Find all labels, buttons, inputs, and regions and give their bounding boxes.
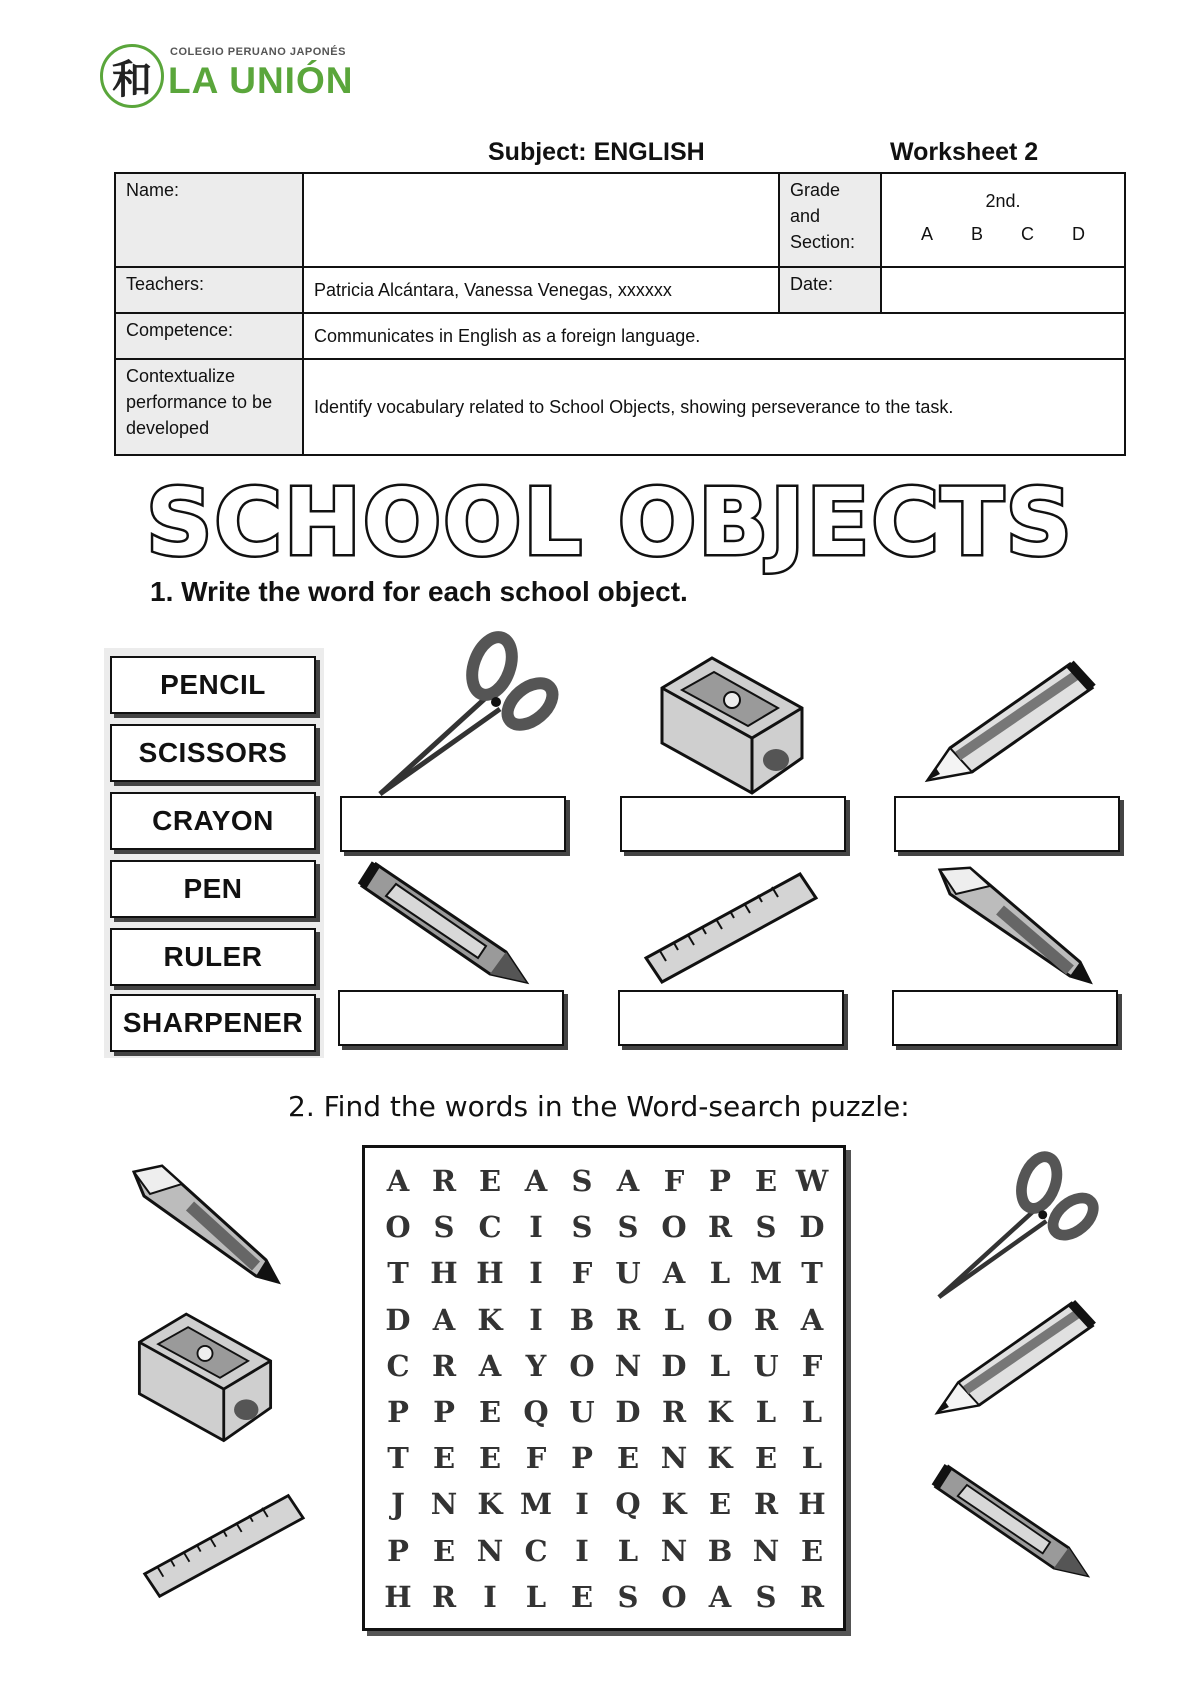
grid-letter[interactable]: I — [575, 1487, 589, 1522]
worksheet-title — [146, 466, 1074, 576]
crayon-icon — [356, 856, 540, 990]
context-value: Identify vocabulary related to School Objects, showing perseverance to the task. — [303, 359, 1125, 455]
grid-letter[interactable]: R — [753, 1302, 779, 1337]
section-options — [892, 224, 1114, 245]
grid-letter[interactable]: R — [431, 1164, 457, 1199]
grid-letter[interactable]: L — [801, 1441, 823, 1476]
grid-letter[interactable]: L — [617, 1533, 639, 1568]
grid-letter[interactable]: F — [525, 1441, 547, 1476]
student-info-table — [114, 172, 1126, 456]
grid-letter[interactable]: E — [478, 1395, 502, 1430]
grid-letter[interactable]: T — [387, 1256, 409, 1291]
grid-letter[interactable]: E — [616, 1441, 640, 1476]
grid-letter[interactable]: L — [755, 1395, 777, 1430]
grid-letter[interactable]: A — [800, 1302, 824, 1337]
grid-letter[interactable]: H — [384, 1579, 412, 1614]
scissors-icon — [370, 634, 560, 804]
grid-letter[interactable]: P — [387, 1533, 409, 1568]
grid-letter[interactable]: J — [391, 1487, 405, 1522]
grid-letter[interactable]: S — [755, 1210, 777, 1245]
grid-letter[interactable]: L — [709, 1348, 731, 1383]
grid-letter[interactable]: E — [754, 1441, 778, 1476]
answer-box[interactable] — [620, 796, 846, 852]
crayon-icon — [930, 1456, 1100, 1586]
pencil-icon — [920, 656, 1100, 786]
context-label: Contextualize performance to be developed — [115, 359, 303, 455]
grid-letter[interactable]: E — [478, 1164, 502, 1199]
word-search-puzzle — [362, 1145, 846, 1631]
name-field[interactable] — [303, 173, 779, 267]
section-option[interactable]: B — [970, 224, 983, 244]
grid-letter[interactable]: A — [616, 1164, 640, 1199]
grid-letter[interactable]: H — [476, 1256, 504, 1291]
grid-letter[interactable]: A — [432, 1302, 456, 1337]
grid-letter[interactable]: D — [615, 1395, 641, 1430]
grid-letter[interactable]: R — [707, 1210, 733, 1245]
worksheet-number: Worksheet 2 — [890, 138, 1039, 166]
grid-letter[interactable]: A — [478, 1348, 502, 1383]
grid-letter[interactable]: A — [662, 1256, 686, 1291]
word-card: SHARPENER — [110, 994, 316, 1052]
task2-instruction: 2. Find the words in the Word-search puzzle: — [288, 1090, 910, 1123]
grid-letter[interactable]: R — [615, 1302, 641, 1337]
grid-letter[interactable]: U — [569, 1395, 595, 1430]
grid-letter[interactable]: L — [709, 1256, 731, 1291]
grid-letter[interactable]: Y — [525, 1348, 547, 1383]
grid-letter[interactable]: E — [432, 1441, 456, 1476]
grid-letter[interactable]: C — [478, 1210, 502, 1245]
logo-subtitle: COLEGIO PERUANO JAPONÉS — [170, 46, 346, 58]
grid-letter[interactable]: R — [753, 1487, 779, 1522]
ruler-icon — [138, 1490, 308, 1600]
grid-letter[interactable]: T — [387, 1441, 409, 1476]
grid-letter[interactable]: R — [431, 1579, 457, 1614]
section-option[interactable]: D — [1071, 224, 1085, 244]
grid-letter[interactable]: O — [661, 1210, 687, 1245]
sharpener-icon — [652, 648, 812, 798]
grid-letter[interactable]: E — [708, 1487, 732, 1522]
grid-letter[interactable]: D — [385, 1302, 411, 1337]
grid-letter[interactable]: H — [798, 1487, 826, 1522]
grid-letter[interactable]: K — [707, 1395, 733, 1430]
grid-letter[interactable]: A — [386, 1164, 410, 1199]
grid-letter[interactable]: M — [749, 1256, 783, 1291]
grid-letter[interactable]: W — [795, 1164, 829, 1199]
sharpener-icon — [130, 1300, 280, 1450]
grid-letter[interactable]: E — [754, 1164, 778, 1199]
grade-cell — [881, 173, 1125, 267]
grid-letter[interactable]: R — [431, 1348, 457, 1383]
grid-letter[interactable]: O — [707, 1302, 733, 1337]
grid-letter[interactable]: I — [529, 1210, 543, 1245]
grid-letter[interactable]: L — [525, 1579, 547, 1614]
logo-title: LA UNIÓN — [168, 60, 354, 101]
grid-letter[interactable]: I — [529, 1256, 543, 1291]
logo-emblem: 和 — [100, 44, 164, 108]
grid-letter[interactable]: K — [707, 1441, 733, 1476]
grid-letter[interactable]: B — [707, 1533, 733, 1568]
grid-letter[interactable]: E — [432, 1533, 456, 1568]
grid-letter[interactable]: N — [614, 1348, 642, 1383]
school-logo — [100, 40, 360, 114]
grid-letter[interactable]: R — [799, 1579, 825, 1614]
grid-letter[interactable]: R — [661, 1395, 687, 1430]
grid-letter[interactable]: F — [801, 1348, 823, 1383]
grid-letter[interactable]: Q — [523, 1395, 549, 1430]
grid-letter[interactable]: S — [433, 1210, 455, 1245]
grid-letter[interactable]: B — [569, 1302, 595, 1337]
grid-letter[interactable]: D — [799, 1210, 825, 1245]
grid-letter[interactable]: S — [755, 1579, 777, 1614]
word-card: SCISSORS — [110, 724, 316, 782]
grid-letter[interactable]: P — [571, 1441, 593, 1476]
pencil-icon — [930, 1292, 1100, 1422]
date-label: Date: — [779, 267, 881, 313]
grid-letter[interactable]: N — [430, 1487, 458, 1522]
ruler-icon — [640, 868, 820, 986]
grid-letter[interactable]: S — [571, 1164, 593, 1199]
grid-letter[interactable]: N — [660, 1441, 688, 1476]
word-card: PENCIL — [110, 656, 316, 714]
answer-box[interactable] — [892, 990, 1118, 1046]
grid-letter[interactable]: E — [800, 1533, 824, 1568]
grid-letter[interactable]: S — [617, 1579, 639, 1614]
date-field[interactable] — [881, 267, 1125, 313]
grid-letter[interactable]: P — [387, 1395, 409, 1430]
scissors-icon — [930, 1150, 1100, 1310]
grid-letter[interactable]: N — [752, 1533, 780, 1568]
grid-letter[interactable]: T — [801, 1256, 823, 1291]
grid-letter[interactable]: I — [529, 1302, 543, 1337]
competence-label: Competence: — [115, 313, 303, 359]
teachers-label: Teachers: — [115, 267, 303, 313]
grid-letter[interactable]: F — [571, 1256, 593, 1291]
grid-letter[interactable]: K — [477, 1487, 503, 1522]
section-option[interactable]: C — [1020, 224, 1034, 244]
answer-box[interactable] — [894, 796, 1120, 852]
answer-box[interactable] — [340, 796, 566, 852]
grade-label: Grade and Section: — [779, 173, 881, 267]
grid-letter[interactable]: E — [478, 1441, 502, 1476]
title-text: SCHOOL OBJECTS — [146, 469, 1074, 576]
grid-letter[interactable]: M — [519, 1487, 553, 1522]
word-search-grid — [375, 1158, 835, 1620]
word-card: RULER — [110, 928, 316, 986]
grid-letter[interactable]: N — [660, 1533, 688, 1568]
grid-letter[interactable]: Q — [615, 1487, 641, 1522]
grid-letter[interactable]: A — [524, 1164, 548, 1199]
grid-letter[interactable]: O — [385, 1210, 411, 1245]
teachers-value: Patricia Alcántara, Vanessa Venegas, xxxxxx — [303, 267, 779, 313]
grid-letter[interactable]: F — [663, 1164, 685, 1199]
word-bank — [104, 648, 324, 1058]
grid-letter[interactable]: A — [708, 1579, 732, 1614]
section-option[interactable]: A — [920, 224, 933, 244]
grid-letter[interactable]: H — [430, 1256, 458, 1291]
grid-letter[interactable]: I — [575, 1533, 589, 1568]
grid-letter[interactable]: K — [477, 1302, 503, 1337]
grid-letter[interactable]: P — [433, 1395, 455, 1430]
word-card: PEN — [110, 860, 316, 918]
grid-letter[interactable]: L — [801, 1395, 823, 1430]
grid-letter[interactable]: D — [661, 1348, 687, 1383]
grid-letter[interactable]: O — [569, 1348, 595, 1383]
pen-icon — [126, 1160, 286, 1290]
grade-value: 2nd. — [985, 191, 1021, 211]
grid-letter[interactable]: S — [571, 1210, 593, 1245]
task1-instruction: 1. Write the word for each school object. — [150, 576, 688, 607]
subject-heading: Subject: ENGLISH — [488, 138, 705, 166]
grid-letter[interactable]: L — [663, 1302, 685, 1337]
grid-letter[interactable]: O — [661, 1579, 687, 1614]
competence-value: Communicates in English as a foreign language. — [303, 313, 1125, 359]
grid-letter[interactable]: U — [615, 1256, 641, 1291]
answer-box[interactable] — [338, 990, 564, 1046]
grid-letter[interactable]: C — [386, 1348, 410, 1383]
grid-letter[interactable]: N — [476, 1533, 504, 1568]
grid-letter[interactable]: C — [524, 1533, 548, 1568]
answer-box[interactable] — [618, 990, 844, 1046]
grid-letter[interactable]: S — [617, 1210, 639, 1245]
grid-letter[interactable]: I — [483, 1579, 497, 1614]
grid-letter[interactable]: P — [709, 1164, 731, 1199]
grid-letter[interactable]: K — [661, 1487, 687, 1522]
grid-letter[interactable]: E — [570, 1579, 594, 1614]
pen-icon — [930, 860, 1100, 990]
grid-letter[interactable]: U — [753, 1348, 779, 1383]
word-card: CRAYON — [110, 792, 316, 850]
name-label: Name: — [115, 173, 303, 267]
